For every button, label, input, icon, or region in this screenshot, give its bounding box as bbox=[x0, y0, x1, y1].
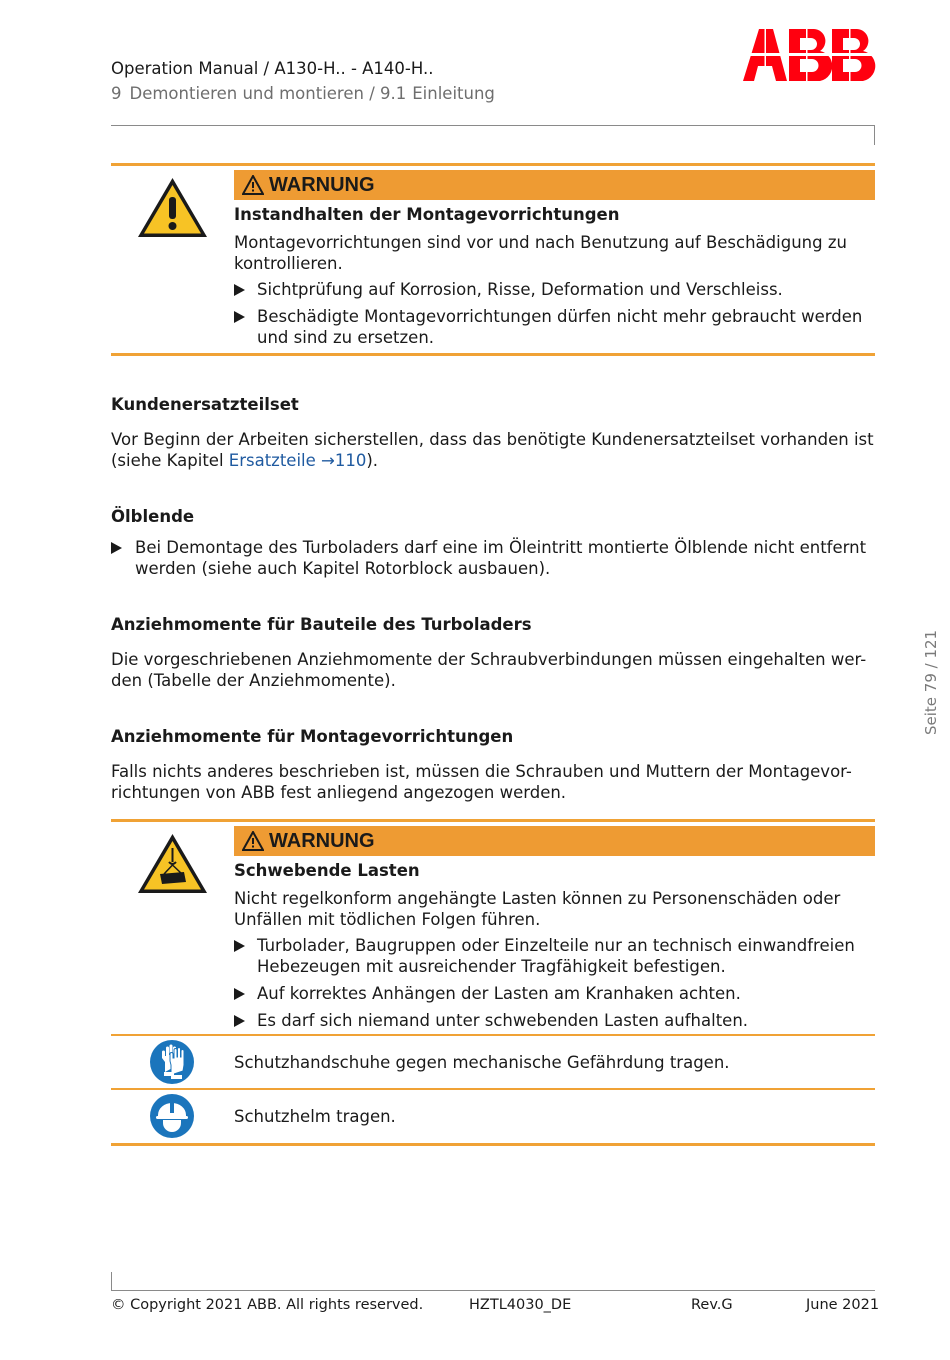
footer-rule bbox=[111, 1290, 875, 1291]
footer-revision: Rev.G bbox=[691, 1297, 733, 1313]
bullet-arrow-icon bbox=[234, 940, 245, 952]
helmet-icon bbox=[149, 1093, 195, 1139]
abb-logo bbox=[743, 29, 876, 81]
warning2-bottom-rule bbox=[111, 1143, 875, 1146]
ppe-helmet-text: Schutzhelm tragen. bbox=[234, 1107, 396, 1126]
section-text-anziehmomente-turbolader: Die vorgeschriebenen Anziehmomente der Schraubverbindungen müssen eingehalten wer- den (Tabelle der Anziehmomente). bbox=[111, 650, 867, 690]
footer-date: June 2021 bbox=[806, 1297, 880, 1313]
chapter-number: 9 bbox=[111, 84, 122, 103]
warning2-body: Nicht regelkonform angehängte Lasten können zu Personenschäden oder Unfällen mit tödlichen Folgen führen. bbox=[234, 889, 841, 929]
bullet-arrow-icon bbox=[234, 311, 245, 323]
ppe-divider bbox=[111, 1088, 875, 1090]
warning2-label: WARNUNG bbox=[269, 829, 375, 852]
gloves-icon bbox=[149, 1039, 195, 1085]
suspended-load-icon bbox=[136, 832, 209, 895]
section-title: Einleitung bbox=[412, 84, 495, 103]
warning2-bullet: Auf korrektes Anhängen der Lasten am Kranhaken achten. bbox=[234, 983, 874, 1004]
header-rule-tick bbox=[874, 125, 875, 145]
ppe-divider bbox=[111, 1034, 875, 1036]
warning1-top-rule bbox=[111, 163, 875, 166]
warning1-banner bbox=[234, 170, 875, 200]
section-heading-anziehmomente-turbolader: Anziehmomente für Bauteile des Turboladers bbox=[111, 615, 532, 634]
warning2-heading: Schwebende Lasten bbox=[234, 861, 420, 880]
manual-title: Operation Manual / A130-H.. - A140-H.. bbox=[111, 59, 434, 78]
warning-triangle-icon bbox=[242, 175, 264, 195]
ppe-gloves-text: Schutzhandschuhe gegen mechanische Gefährdung tragen. bbox=[234, 1053, 730, 1072]
page-number-vertical: Seite 79 / 121 bbox=[922, 629, 940, 735]
section-bullet-oelblende: Bei Demontage des Turboladers darf eine im Öleintritt montierte Ölblende nicht entfernt werden (siehe auch Kapitel Rotorblock ausbauen). bbox=[111, 537, 875, 579]
section-heading-kundenersatzteilset: Kundenersatzteilset bbox=[111, 395, 299, 414]
warning2-top-rule bbox=[111, 819, 875, 822]
warning2-banner bbox=[234, 826, 875, 856]
footer-rule-tick bbox=[111, 1272, 112, 1291]
section-text-kundenersatzteilset: Vor Beginn der Arbeiten sicherstellen, dass das benötigte Kundenersatzteilset vorhanden ist (siehe Kapitel Ersatzteile →110). bbox=[111, 430, 874, 470]
bullet-arrow-icon bbox=[234, 988, 245, 1000]
warning1-heading: Instandhalten der Montagevorrichtungen bbox=[234, 205, 620, 224]
bullet-arrow-icon bbox=[111, 542, 122, 554]
header-rule bbox=[111, 125, 875, 126]
warning1-body: Montagevorrichtungen sind vor und nach Benutzung auf Beschädigung zu kontrollieren. bbox=[234, 233, 847, 273]
footer-copyright: © Copyright 2021 ABB. All rights reserved. bbox=[111, 1297, 424, 1313]
warning2-bullet: Es darf sich niemand unter schwebenden Lasten aufhalten. bbox=[234, 1010, 874, 1031]
section-heading-anziehmomente-montage: Anziehmomente für Montagevorrichtungen bbox=[111, 727, 514, 746]
warning1-bottom-rule bbox=[111, 353, 875, 356]
link-ersatzteile[interactable]: Ersatzteile →110 bbox=[228, 451, 367, 470]
warning1-bullet: Sichtprüfung auf Korrosion, Risse, Deformation und Verschleiss. bbox=[234, 279, 874, 300]
general-warning-icon bbox=[136, 176, 209, 239]
chapter-title: Demontieren und montieren / 9.1 bbox=[129, 84, 407, 103]
warning1-bullet: Beschädigte Montagevorrichtungen dürfen nicht mehr gebraucht werden und sind zu ersetzen. bbox=[234, 306, 874, 348]
section-text-anziehmomente-montage: Falls nichts anderes beschrieben ist, müssen die Schrauben und Muttern der Montagevor- richtungen von ABB fest anliegend angezogen werden. bbox=[111, 762, 852, 802]
warning2-bullet: Turbolader, Baugruppen oder Einzelteile nur an technisch einwandfreien Hebezeugen mit ausreichender Tragfähigkeit befestigen. bbox=[234, 935, 874, 977]
footer-doc-id: HZTL4030_DE bbox=[469, 1297, 572, 1313]
bullet-arrow-icon bbox=[234, 1015, 245, 1027]
warning-triangle-icon bbox=[242, 831, 264, 851]
bullet-arrow-icon bbox=[234, 284, 245, 296]
breadcrumb bbox=[111, 84, 495, 103]
warning1-label: WARNUNG bbox=[269, 173, 375, 196]
section-heading-oelblende: Ölblende bbox=[111, 507, 195, 526]
